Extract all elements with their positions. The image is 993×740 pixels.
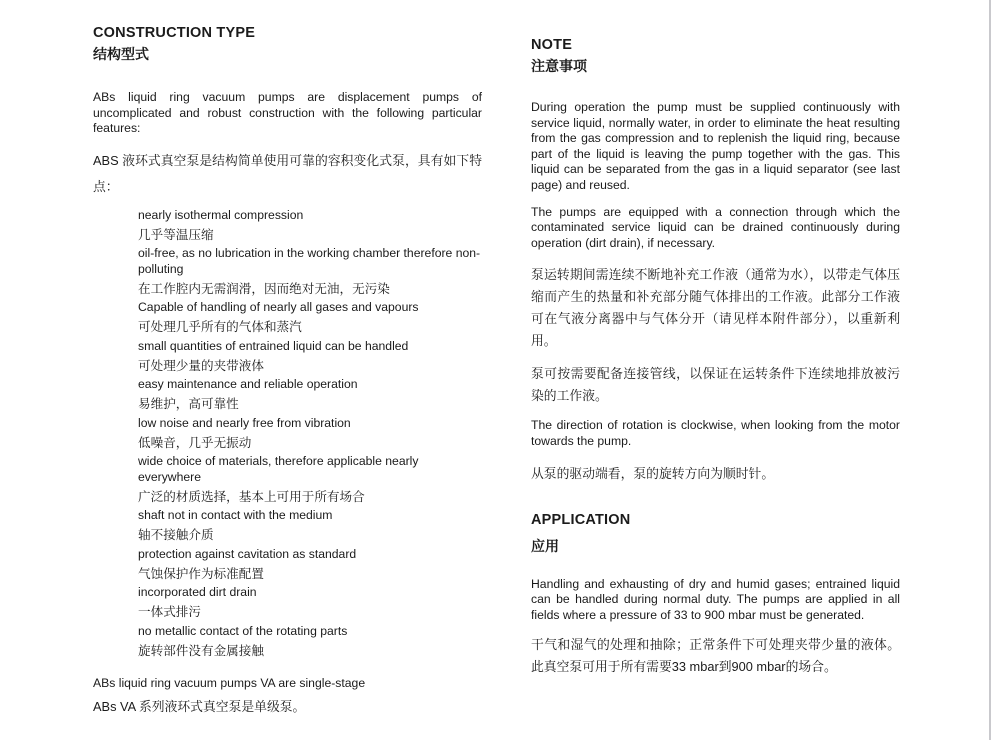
- construction-type-section: [93, 24, 482, 717]
- feature-item: [138, 454, 482, 505]
- note-paragraph: 泵可按需要配备连接管线，以保证在运转条件下连续地排放被污染的工作液。: [531, 366, 900, 404]
- application-paragraph: Handling and exhausting of dry and humid gases; entrained liquid can be handled during normal duty. The pumps are applied in all fields where a pressure of 33 to 900 mbar must be generated.: [531, 576, 900, 622]
- construction-intro-zh: ABS 液环式真空泵是结构简单使用可靠的容积变化式泵，具有如下特点：: [93, 152, 482, 194]
- feature-line-en: nearly isothermal compression: [138, 207, 304, 222]
- feature-line-zh: 低噪音，几乎无振动: [138, 435, 252, 450]
- feature-line-zh: 几乎等温压缩: [138, 227, 214, 242]
- feature-item: [138, 300, 482, 335]
- feature-line-zh: 在工作腔内无需润滑，因而绝对无油，无污染: [138, 281, 390, 296]
- feature-line-en: small quantities of entrained liquid can be handled: [138, 338, 409, 353]
- note-paragraph: During operation the pump must be supplied continuously with service liquid, normally water, in order to eliminate the heat resulting from the gas compression and to replenish the liquid ring, because part of the liquid is leaving the pump together with the gas. This liquid can be separated from the gas in a liquid separator (see last page) and reused.: [531, 100, 900, 192]
- feature-item: [138, 339, 482, 374]
- note-heading-zh: 注意事项: [531, 58, 587, 74]
- construction-intro-en: ABs liquid ring vacuum pumps are displacement pumps of uncomplicated and robust construction with the following particular features:: [93, 90, 482, 136]
- note-paragraph: The pumps are equipped with a connection through which the contaminated service liquid can be drained continuously during operation (dirt drain), if necessary.: [531, 204, 900, 250]
- feature-line-zh: 轴不接触介质: [138, 528, 214, 543]
- feature-line-en: low noise and nearly free from vibration: [138, 415, 351, 430]
- feature-line-en: Capable of handling of nearly all gases and vapours: [138, 300, 419, 315]
- feature-line-en: easy maintenance and reliable operation: [138, 377, 358, 392]
- note-application-section: [531, 36, 900, 689]
- feature-line-en: incorporated dirt drain: [138, 585, 257, 600]
- feature-line-en: oil-free, as no lubrication in the working chamber therefore non-polluting: [138, 246, 481, 276]
- single-stage-note-en: ABs liquid ring vacuum pumps VA are single-stage: [93, 675, 366, 690]
- feature-item: [138, 547, 482, 582]
- application-heading-en: APPLICATION: [531, 511, 631, 528]
- application-heading-zh: 应用: [531, 537, 559, 554]
- note-paragraph: The direction of rotation is clockwise, when looking from the motor towards the pump.: [531, 418, 900, 448]
- feature-line-en: protection against cavitation as standard: [138, 546, 357, 561]
- note-paragraph: 泵运转期间需连续不断地补充工作液（通常为水），以带走气体压缩而产生的热量和补充部分随气体排出的工作液。此部分工作液可在气液分离器中与气体分开（请见样本附件部分），以重新利用。: [531, 267, 900, 349]
- feature-line-en: no metallic contact of the rotating parts: [138, 623, 348, 638]
- application-paragraph: 干气和湿气的处理和抽除；正常条件下可处理夹带少量的液体。此真空泵可用于所有需要33 mbar到900 mbar的场合。: [531, 637, 900, 675]
- feature-line-zh: 一体式排污: [138, 605, 201, 620]
- construction-type-heading-en: CONSTRUCTION TYPE: [93, 25, 256, 41]
- application-heading-block: [531, 511, 900, 556]
- feature-line-en: wide choice of materials, therefore applicable nearly everywhere: [138, 454, 419, 484]
- note-paragraph: 从泵的驱动端看，泵的旋转方向为顺时针。: [531, 465, 775, 481]
- feature-list: [138, 208, 482, 659]
- construction-type-heading-zh: 结构型式: [93, 46, 149, 62]
- feature-line-zh: 气蚀保护作为标准配置: [138, 566, 264, 581]
- single-stage-note-zh: ABs VA 系列液环式真空泵是单级泵。: [93, 698, 306, 714]
- feature-line-zh: 广泛的材质选择，基本上可用于所有场合: [138, 489, 365, 504]
- feature-line-zh: 可处理几乎所有的气体和蒸汽: [138, 320, 302, 335]
- feature-item: [138, 624, 482, 659]
- feature-item: [138, 377, 482, 412]
- feature-item: [138, 246, 482, 297]
- note-heading-en: NOTE: [531, 37, 573, 53]
- feature-item: [138, 585, 482, 620]
- page-right-edge-line: [989, 0, 991, 740]
- feature-item: [138, 508, 482, 543]
- feature-line-en: shaft not in contact with the medium: [138, 508, 333, 523]
- feature-line-zh: 易维护，高可靠性: [138, 397, 239, 412]
- feature-item: [138, 416, 482, 451]
- feature-line-zh: 旋转部件没有金属接触: [138, 643, 264, 658]
- feature-item: [138, 208, 482, 243]
- feature-line-zh: 可处理少量的夹带液体: [138, 358, 264, 373]
